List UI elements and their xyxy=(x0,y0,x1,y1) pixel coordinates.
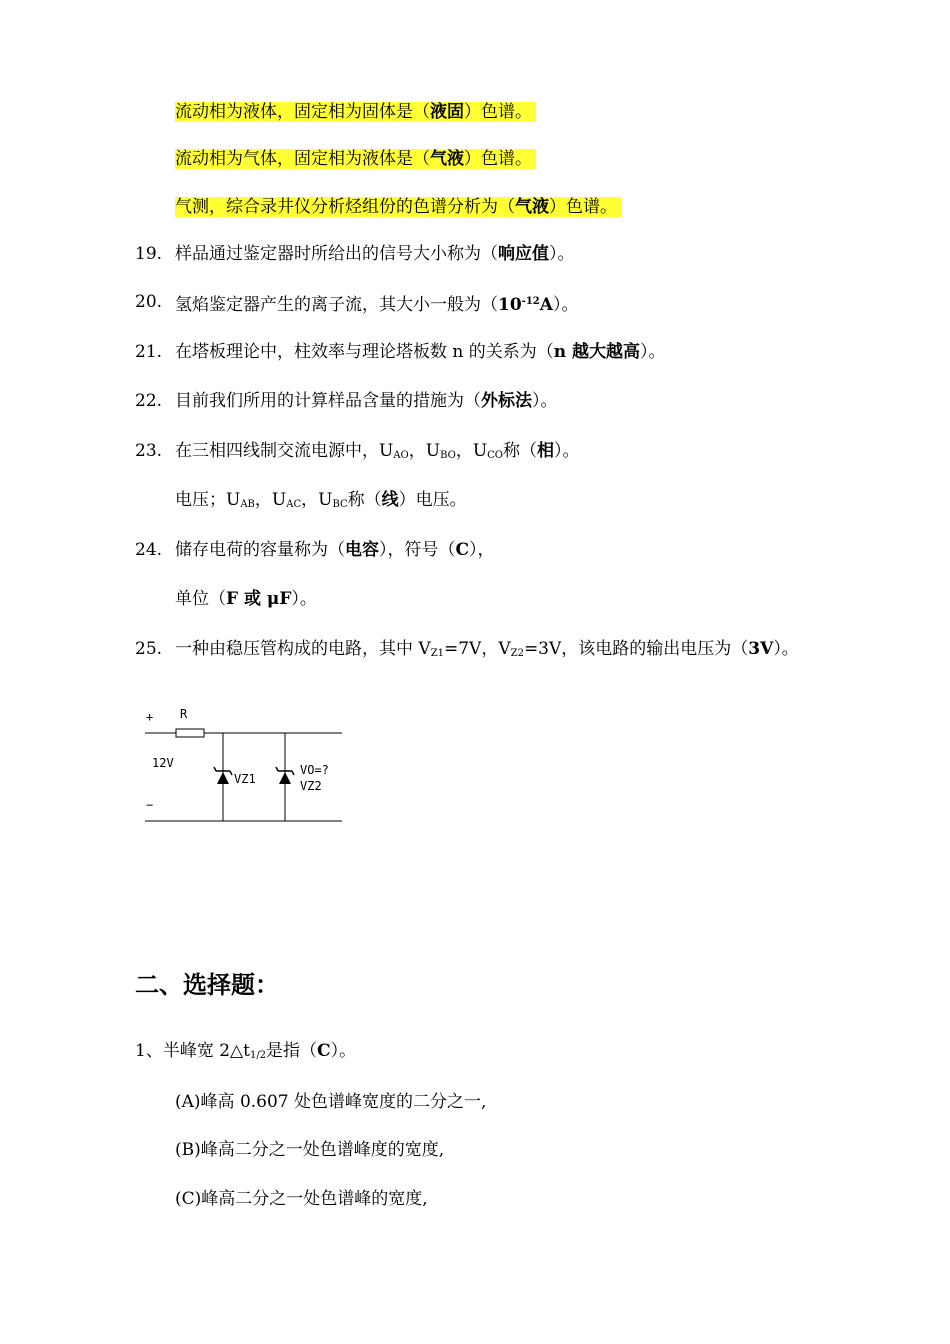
resistor-label: R xyxy=(180,707,188,721)
option-b: (B)峰高二分之一处色谱峰度的宽度, xyxy=(175,1140,445,1160)
diode2-label: VZ2 xyxy=(300,779,322,793)
option-c: (C)峰高二分之一处色谱峰的宽度, xyxy=(175,1189,428,1209)
option-a: (A)峰高 0.607 处色谱峰宽度的二分之一, xyxy=(175,1092,487,1112)
resistor xyxy=(176,729,204,737)
minus-terminal: − xyxy=(146,798,154,812)
choice-question-1: 1、半峰宽 $2\triangle t_{1/2}$是指（C）。 xyxy=(135,1041,357,1061)
section-title: 二、选择题： xyxy=(135,970,279,999)
output-label: VO=? xyxy=(300,763,329,777)
zener-circuit-diagram xyxy=(140,700,350,830)
plus-terminal: + xyxy=(146,710,154,724)
diode1-label: VZ1 xyxy=(234,772,256,786)
source-voltage-label: 12V xyxy=(152,756,174,770)
